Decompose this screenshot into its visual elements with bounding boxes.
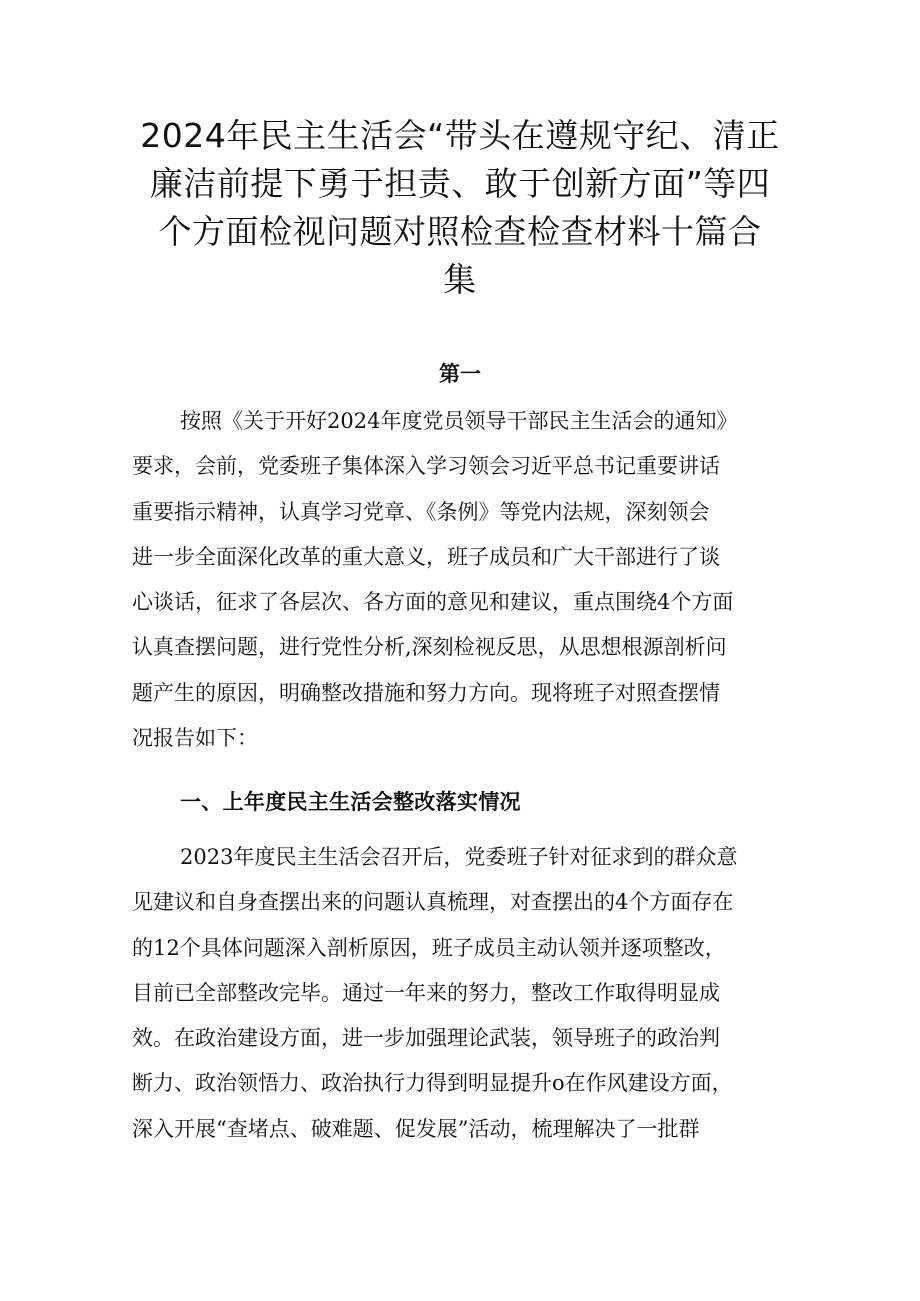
title-line: 个方面检视问题对照检查检查材料十篇合 — [158, 212, 762, 251]
title-line: 廉洁前提下勇于担责、敢于创新方面”等四 — [149, 164, 771, 203]
subheading: 一、上年度民主生活会整改落实情况 — [180, 790, 521, 814]
paragraph-line: 认真查摆问题，进行党性分析,深刻检视反思，从思想根源剖析问 — [132, 635, 727, 660]
intro-paragraph — [132, 399, 796, 761]
paragraph-line: 深入开展“查堵点、破难题、促发展”活动，梳理解决了一批群 — [132, 1116, 700, 1141]
paragraph-line: 效。在政治建设方面，进一步加强理论武装，领导班子的政治判 — [132, 1026, 720, 1051]
paragraph-line: 按照《关于开好2024年度党员领导干部民主生活会的通知》 — [180, 409, 738, 433]
document-title — [130, 112, 790, 304]
paragraph-line: 2023年度民主生活会召开后，党委班子针对征求到的群众意 — [180, 845, 738, 869]
paragraph-line: 见建议和自身查摆出来的问题认真梳理，对查摆出的4个方面存在 — [132, 890, 734, 915]
section-heading: 第一 — [439, 362, 481, 386]
rectification-paragraph — [132, 835, 796, 1152]
paragraph-line: 断力、政治领悟力、政治执行力得到明显提升o在作风建设方面， — [132, 1071, 733, 1096]
title-line: 集 — [443, 260, 477, 299]
paragraph-line: 要求，会前，党委班子集体深入学习领会习近平总书记重要讲话 — [132, 454, 720, 479]
paragraph-line: 进一步全面深化改革的重大意义，班子成员和广大干部进行了谈 — [132, 544, 720, 569]
paragraph-line: 重要指示精神，认真学习党章、《条例》等党内法规，深刻领会 — [132, 499, 710, 524]
paragraph-line: 况报告如下： — [132, 726, 258, 751]
paragraph-line: 题产生的原因，明确整改措施和努力方向。现将班子对照查摆情 — [132, 680, 720, 705]
subheading-block — [132, 780, 796, 825]
paragraph-line: 目前已全部整改完毕。通过一年来的努力，整改工作取得明显成 — [132, 980, 720, 1005]
title-line: 2024年民主生活会“带头在遵规守纪、清正 — [140, 116, 780, 155]
paragraph-line: 心谈话，征求了各层次、各方面的意见和建议，重点围绕4个方面 — [132, 590, 734, 615]
paragraph-line: 的12个具体问题深入剖析原因，班子成员主动认领并逐项整改， — [132, 935, 726, 960]
